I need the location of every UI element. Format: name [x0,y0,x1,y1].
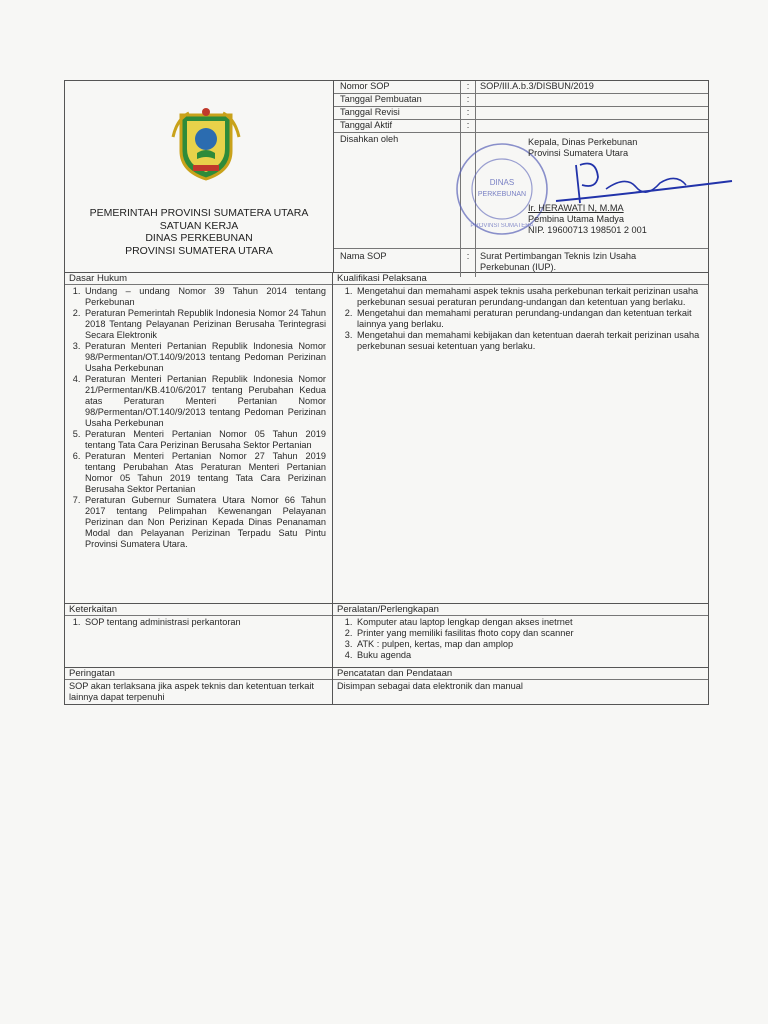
list-item: 2. Peraturan Pemerintah Republik Indonesia Nomor 24 Tahun 2018 Tentang Pelayanan Perizinan Berusaha Terintegrasi Secara Elektronik [83,308,326,341]
signer-nip: NIP. 19600713 198501 2 001 [528,225,647,235]
keterkaitan-title: Keterkaitan [65,604,332,616]
stamp-ring-text: PROVINSI SUMATERA [470,223,534,229]
stamp-line-2: PERKEBUNAN [477,191,527,198]
colon: : [461,107,476,119]
kualifikasi-title: Kualifikasi Pelaksana [333,273,708,285]
header-right [334,81,708,272]
list-item: 6. Peraturan Menteri Pertanian Nomor 27 Tahun 2019 tentang Perubahan Atas Peraturan Menteri Pertanian Nomor 05 Tahun 2019 tentang Tata Cara Perizinan Berusaha Sektor Pertanian [83,451,326,495]
list-item: 4. Buku agenda [355,650,702,661]
meta-row-aktif [334,120,708,133]
keterkaitan-list [67,617,330,628]
keterkaitan-section [65,604,333,667]
kualifikasi-section [333,273,708,603]
sop-header [65,81,708,273]
list-item: 1. Mengetahui dan memahami aspek teknis usaha perkebunan terkait perizinan usaha perkebunan sesuai peraturan perundang-undangan dan ketentuan yang berlaku. [355,286,702,308]
peralatan-section [333,604,708,667]
pembuatan-value [476,94,708,106]
province-emblem-icon [171,107,241,181]
header-left [65,81,334,272]
list-item: 1. SOP tentang administrasi perkantoran [83,617,326,628]
list-item: 4. Peraturan Menteri Pertanian Republik Indonesia Nomor 21/Permentan/KB.410/6/2017 tentang Perubahan Kedua atas Peraturan Menteri Pertanian Nomor 98/Permentan/OT.140/9/2013 tentang Pedoman Perizinan Usaha Perkebunan [83,374,326,429]
nomor-value: SOP/III.A.b.3/DISBUN/2019 [480,81,594,91]
dasar-hukum-title: Dasar Hukum [65,273,332,285]
legal-qualification-row [65,273,708,604]
colon: : [461,120,476,132]
peringatan-section [65,668,333,704]
aktif-label: Tanggal Aktif [334,120,461,132]
kualifikasi-list [339,286,706,352]
pencatatan-section [333,668,708,704]
pencatatan-title: Pencatatan dan Pendataan [333,668,708,680]
list-item: 1. Komputer atau laptop lengkap dengan akses inetrnet [355,617,702,628]
meta-row-disahkan [334,133,708,249]
sop-document [64,80,709,705]
peringatan-text: SOP akan terlaksana jika aspek teknis dan ketentuan terkait lainnya dapat terpenuhi [69,681,314,702]
colon: : [461,81,476,93]
org-line-4: PROVINSI SUMATERA UTARA [125,244,273,257]
signer-title-1: Kepala, Dinas Perkebunan [528,137,638,147]
meta-row-nomor [334,81,708,94]
warning-record-row [65,668,708,704]
revisi-value [476,107,708,119]
signature-icon [536,155,736,207]
list-item: 3. ATK : pulpen, kertas, map dan amplop [355,639,702,650]
list-item: 3. Peraturan Menteri Pertanian Republik Indonesia Nomor 98/Permentan/OT.140/9/2013 tentang Pedoman Perizinan Usaha Perkebunan [83,341,326,374]
stamp-line-1: DINAS [489,178,515,187]
list-item: 3. Mengetahui dan memahami kebijakan dan ketentuan daerah terkait perizinan usaha perkebunan sesuai ketentuan yang berlaku. [355,330,702,352]
revisi-label: Tanggal Revisi [334,107,461,119]
dasar-hukum-list [67,286,330,550]
signer-name: Ir. HERAWATI N, M.MA [528,203,624,213]
meta-row-nama [334,249,708,277]
nama-value-line-2: Perkebunan (IUP). [480,262,557,272]
colon: : [461,94,476,106]
disahkan-label: Disahkan oleh [334,133,461,248]
aktif-value [476,120,708,132]
pencatatan-text: Disimpan sebagai data elektronik dan manual [337,681,523,691]
org-line-3: DINAS PERKEBUNAN [145,232,253,244]
related-equipment-row [65,604,708,668]
list-item: 2. Mengetahui dan memahami peraturan perundang-undangan dan ketentuan terkait lainnya yang berlaku. [355,308,702,330]
list-item: 2. Printer yang memiliki fasilitas fhoto copy dan scanner [355,628,702,639]
signer-rank: Pembina Utama Madya [528,214,625,224]
pembuatan-label: Tanggal Pembuatan [334,94,461,106]
peralatan-list [339,617,706,661]
colon: : [461,249,476,277]
peringatan-title: Peringatan [65,668,332,680]
list-item: 5. Peraturan Menteri Pertanian Nomor 05 Tahun 2019 tentang Tata Cara Perizinan Berusaha Sektor Pertanian [83,429,326,451]
peralatan-title: Peralatan/Perlengkapan [333,604,708,616]
nama-value [476,249,708,277]
dasar-hukum-section [65,273,333,603]
approval-area [470,133,708,248]
list-item: 1. Undang – undang Nomor 39 Tahun 2014 tentang Perkebunan [83,286,326,308]
org-line-2: SATUAN KERJA [159,219,239,232]
nama-label: Nama SOP [334,249,461,277]
meta-row-pembuatan [334,94,708,107]
signer-title-2: Provinsi Sumatera Utara [528,148,629,158]
nomor-label: Nomor SOP [334,81,461,93]
org-line-1: PEMERINTAH PROVINSI SUMATERA UTARA [89,207,309,219]
nama-value-line-1: Surat Pertimbangan Teknis Izin Usaha [480,251,637,261]
organization-name [65,207,333,257]
list-item: 7. Peraturan Gubernur Sumatera Utara Nomor 66 Tahun 2017 tentang Pelimpahan Kewenangan Pelayanan Perizinan dan Non Perizinan Kepada Dinas Penanaman Modal dan Pelayanan Perizinan Terpadu Satu Pintu Provinsi Sumatera Utara. [83,495,326,550]
meta-row-revisi [334,107,708,120]
